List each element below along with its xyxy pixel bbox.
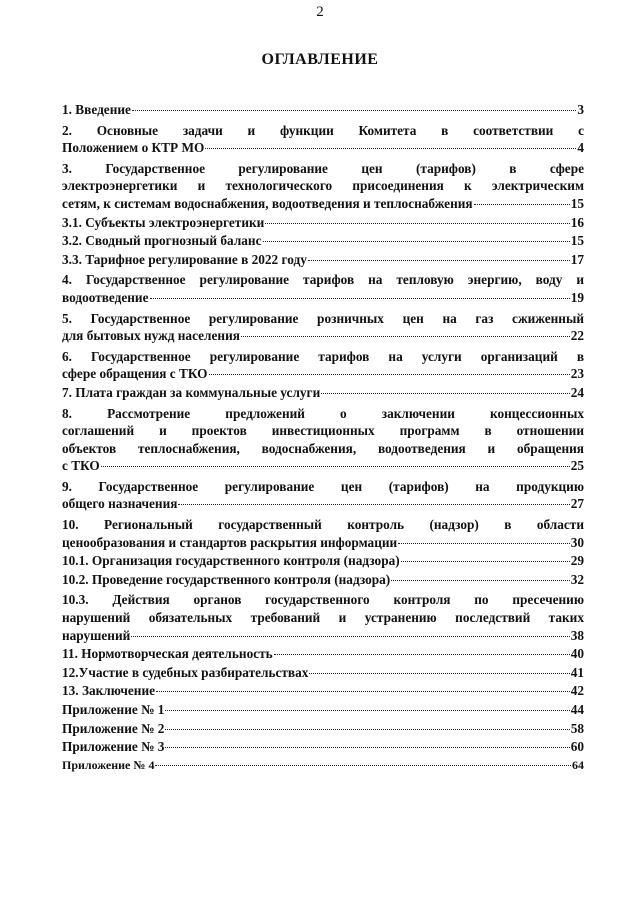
dot-leader	[265, 223, 569, 224]
toc-entry-line: 10.3. Действия органов государственного контроля по пресечению	[62, 592, 584, 608]
dot-leader	[241, 336, 570, 337]
dot-leader	[131, 636, 569, 637]
toc-entry[interactable]	[62, 682, 584, 700]
dot-leader	[205, 148, 576, 149]
toc-entry-line: 4. Государственное регулирование тарифов на тепловую энергию, воду и	[62, 272, 584, 288]
toc-page-number: 42	[570, 683, 584, 699]
toc-entry[interactable]	[62, 232, 584, 250]
toc-entry-title: 3.3. Тарифное регулирование в 2022 году	[62, 251, 307, 267]
toc-entry[interactable]	[62, 269, 584, 306]
toc-title: ОГЛАВЛЕНИЕ	[261, 51, 379, 68]
toc-entry[interactable]	[62, 589, 584, 644]
toc-page-number: 15	[570, 233, 584, 249]
toc-entry-line: объектов теплоснабжения, водоснабжения, водоотведения и обращения	[62, 440, 584, 456]
toc-page-number: 27	[570, 496, 584, 512]
dot-leader	[156, 691, 570, 692]
toc-entry-title: 10.1. Организация государственного контроля (надзора)	[62, 553, 400, 569]
toc-entry-title: водоотведение	[62, 289, 149, 305]
toc-page-number: 32	[570, 571, 584, 587]
toc-entry-title: сетям, к системам водоснабжения, водоотведения и теплоснабжения	[62, 195, 473, 211]
toc-entry-line: 2. Основные задачи и функции Комитета в соответствии с	[62, 122, 584, 138]
toc-entry-line: электроэнергетики и технологического присоединения к электрическим	[62, 178, 584, 194]
toc-entry-title: 12.Участие в судебных разбирательствах	[62, 664, 309, 680]
toc-entry[interactable]	[62, 664, 584, 682]
toc-entry-line: 6. Государственное регулирование тарифов на услуги организаций в	[62, 348, 584, 364]
toc-entry-line: 9. Государственное регулирование цен (тарифов) на продукцию	[62, 478, 584, 494]
dot-leader	[391, 580, 569, 581]
toc-entry-line: 8. Рассмотрение предложений о заключении концессионных	[62, 405, 584, 421]
toc-page-number: 41	[570, 664, 584, 680]
toc-page-number: 29	[570, 553, 584, 569]
toc-entry-title: нарушений	[62, 627, 131, 643]
dot-leader	[132, 110, 576, 111]
toc-entry[interactable]	[62, 757, 584, 775]
dot-leader	[474, 204, 570, 205]
toc-page-number: 38	[570, 627, 584, 643]
dot-leader	[401, 561, 570, 562]
toc-page-number: 4	[577, 140, 584, 156]
toc-page-number: 3	[577, 102, 584, 117]
dot-leader	[309, 673, 569, 674]
toc-page-number: 40	[570, 646, 584, 662]
toc-page-number: 60	[570, 739, 584, 755]
toc-entry[interactable]	[62, 120, 584, 157]
dot-leader	[209, 374, 570, 375]
dot-leader	[165, 729, 569, 730]
dot-leader	[178, 504, 569, 505]
toc-entry-title: для бытовых нужд населения	[62, 328, 240, 344]
toc-entry-line: соглашений и проектов инвестиционных программ в отношении	[62, 423, 584, 439]
dot-leader	[101, 466, 570, 467]
toc-entry[interactable]	[62, 738, 584, 756]
toc-entry-title: 13. Заключение	[62, 683, 156, 699]
toc-entry-title: 10.2. Проведение государственного контроля (надзора)	[62, 571, 391, 587]
toc-page-number: 30	[570, 534, 584, 550]
dot-leader	[274, 654, 570, 655]
toc-entry-title: 1. Введение	[62, 102, 131, 117]
toc-entry[interactable]	[62, 476, 584, 513]
toc-entry[interactable]	[62, 701, 584, 719]
toc-entry[interactable]	[62, 403, 584, 475]
toc-page-number: 22	[570, 328, 584, 344]
toc-page-number: 64	[572, 757, 584, 772]
toc-page-number: 25	[570, 458, 584, 474]
toc-entry[interactable]	[62, 384, 584, 402]
toc-entry[interactable]	[62, 214, 584, 232]
dot-leader	[150, 298, 570, 299]
toc-entry[interactable]	[62, 552, 584, 570]
toc-entry-line: 10. Региональный государственный контроль (надзор) в области	[62, 517, 584, 533]
toc-entry[interactable]	[62, 308, 584, 345]
toc-page-number: 24	[570, 384, 584, 400]
toc-entry-title: Положением о КТР МО	[62, 140, 205, 156]
toc-entry-title: 3.2. Сводный прогнозный баланс	[62, 233, 262, 249]
toc-entry-title: Приложение № 3	[62, 739, 165, 755]
toc-entry-line: нарушений обязательных требований и устранению последствий таких	[62, 610, 584, 626]
toc-entry-title: 11. Нормотворческая деятельность	[62, 646, 273, 662]
toc-entry-title: 7. Плата граждан за коммунальные услуги	[62, 384, 321, 400]
toc-entry[interactable]	[62, 158, 584, 213]
toc-page-number: 44	[570, 702, 584, 717]
dot-leader	[165, 747, 569, 748]
dot-leader	[321, 393, 569, 394]
toc-entry[interactable]	[62, 514, 584, 551]
toc-entry[interactable]	[62, 720, 584, 738]
dot-leader	[155, 765, 571, 766]
dot-leader	[165, 710, 569, 711]
toc-entry-title: 3.1. Субъекты электроэнергетики	[62, 214, 265, 230]
toc-entry-title: Приложение № 2	[62, 720, 165, 736]
toc-entry-title: ценообразования и стандартов раскрытия информации	[62, 534, 398, 550]
dot-leader	[263, 241, 570, 242]
toc-page-number: 16	[570, 214, 584, 230]
dot-leader	[308, 260, 570, 261]
toc-page-number: 17	[570, 251, 584, 267]
toc-entry[interactable]	[62, 251, 584, 269]
toc-entry-title: общего назначения	[62, 496, 178, 512]
table-of-contents	[62, 101, 584, 775]
toc-entry-line: 3. Государственное регулирование цен (тарифов) в сфере	[62, 160, 584, 176]
toc-page-number: 23	[570, 366, 584, 382]
toc-page-number: 58	[570, 720, 584, 736]
toc-entry-title: Приложение № 1	[62, 702, 165, 717]
toc-entry[interactable]	[62, 645, 584, 663]
toc-page-number: 15	[570, 195, 584, 211]
toc-entry-title: Приложение № 4	[62, 757, 155, 772]
toc-entry-title: с ТКО	[62, 458, 100, 474]
page-number: 2	[316, 4, 324, 20]
dot-leader	[398, 543, 570, 544]
toc-page-number: 19	[570, 289, 584, 305]
toc-entry[interactable]	[62, 101, 584, 119]
toc-entry-line: 5. Государственное регулирование розничных цен на газ сжиженный	[62, 310, 584, 326]
toc-entry[interactable]	[62, 571, 584, 589]
toc-entry-title: сфере обращения с ТКО	[62, 366, 208, 382]
toc-entry[interactable]	[62, 346, 584, 383]
